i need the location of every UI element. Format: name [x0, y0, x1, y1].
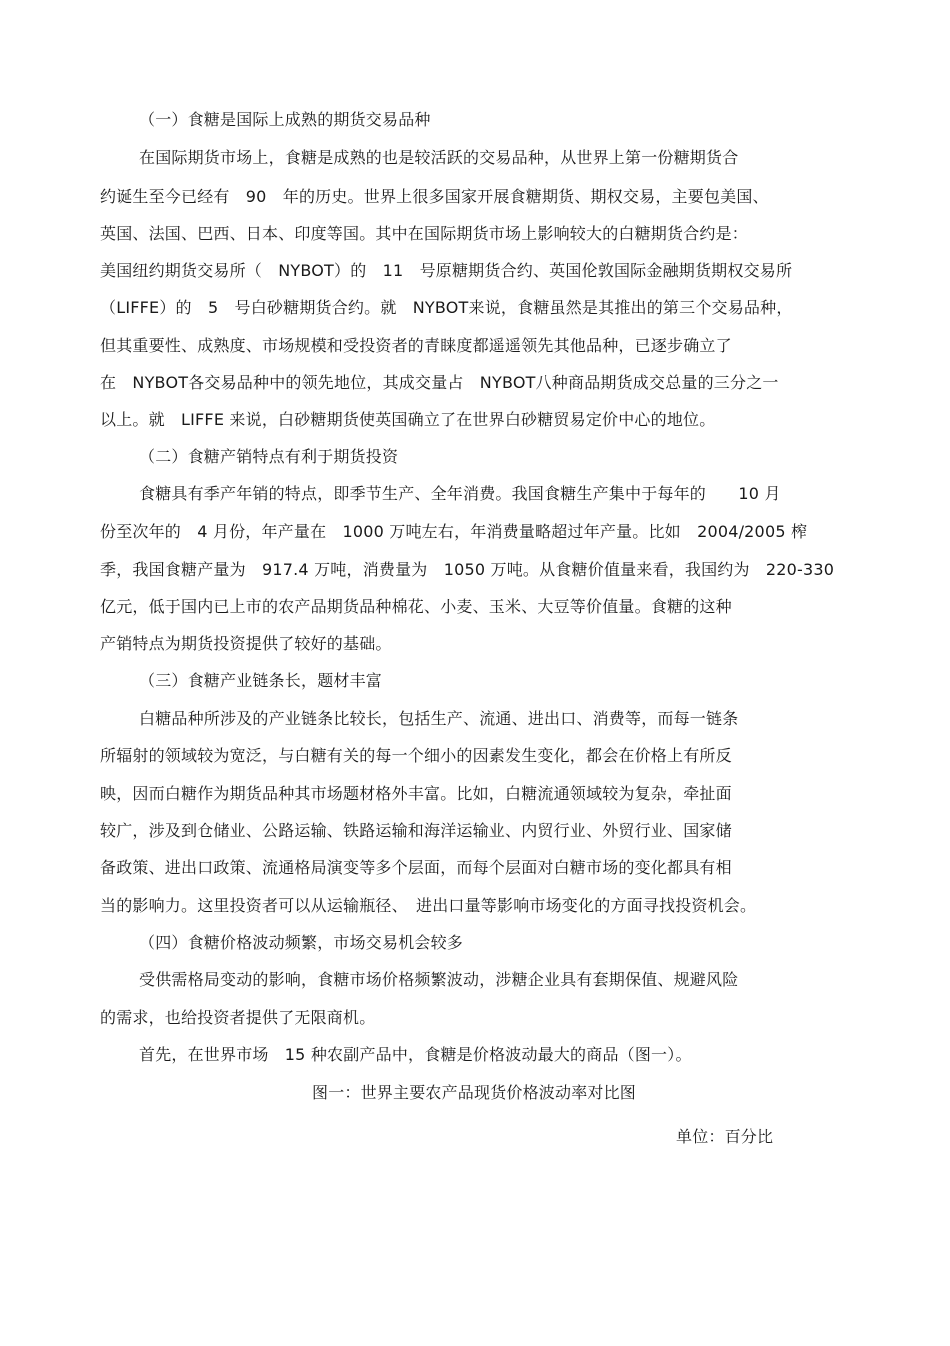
paragraph-line: 受供需格局变动的影响，食糖市场价格频繁波动，涉糖企业具有套期保值、规避风险	[139, 970, 739, 989]
figure-caption: 图一：世界主要农产品现货价格波动率对比图	[312, 1083, 637, 1102]
paragraph-line: 备政策、进出口政策、流通格局演变等多个层面，而每个层面对白糖市场的变化都具有相	[100, 858, 732, 877]
paragraph-line: 较广，涉及到仓储业、公路运输、铁路运输和海洋运输业、内贸行业、外贸行业、国家储	[100, 821, 732, 840]
paragraph-line: 产销特点为期货投资提供了较好的基础。	[100, 634, 392, 653]
paragraph-line: 美国纽约期货交易所（ NYBOT）的 11 号原糖期货合约、英国伦敦国际金融期货期权交易所	[100, 261, 793, 280]
paragraph-line: 约诞生至今已经有 90 年的历史。世界上很多国家开展食糖期货、期权交易，主要包美国、	[100, 187, 769, 206]
section-heading: （三）食糖产业链条长，题材丰富	[139, 671, 383, 690]
section-heading: （一）食糖是国际上成熟的期货交易品种	[139, 110, 431, 129]
paragraph-line: 当的影响力。这里投资者可以从运输瓶径、 进出口量等影响市场变化的方面寻找投资机会。	[100, 896, 757, 915]
paragraph-line: （LIFFE）的 5 号白砂糖期货合约。就 NYBOT来说，食糖虽然是其推出的第三个交易品种，	[100, 298, 793, 317]
paragraph-line: 但其重要性、成熟度、市场规模和受投资者的青睐度都遥遥领先其他品种，已逐步确立了	[100, 336, 732, 355]
paragraph-line: 以上。就 LIFFE 来说，白砂糖期货使英国确立了在世界白砂糖贸易定价中心的地位。	[100, 410, 716, 429]
section-heading: （二）食糖产销特点有利于期货投资	[139, 447, 399, 466]
paragraph-line: 在 NYBOT各交易品种中的领先地位，其成交量占 NYBOT八种商品期货成交总量的三分之一	[100, 373, 779, 392]
paragraph-line: 白糖品种所涉及的产业链条比较长，包括生产、流通、进出口、消费等，而每一链条	[139, 709, 739, 728]
paragraph-line: 在国际期货市场上，食糖是成熟的也是较活跃的交易品种，从世界上第一份糖期货合	[139, 148, 739, 167]
paragraph-line: 的需求，也给投资者提供了无限商机。	[100, 1008, 376, 1027]
paragraph-line: 映，因而白糖作为期货品种其市场题材格外丰富。比如，白糖流通领域较为复杂，牵扯面	[100, 784, 732, 803]
paragraph-line: 份至次年的 4 月份，年产量在 1000 万吨左右，年消费量略超过年产量。比如 2004/2005 榨	[100, 522, 808, 541]
paragraph-line: 亿元，低于国内已上市的农产品期货品种棉花、小麦、玉米、大豆等价值量。食糖的这种	[100, 597, 732, 616]
figure-unit-label: 单位：百分比	[676, 1127, 774, 1146]
paragraph-line: 食糖具有季产年销的特点，即季节生产、全年消费。我国食糖生产集中于每年的 10 月	[139, 484, 781, 503]
paragraph-line: 英国、法国、巴西、日本、印度等国。其中在国际期货市场上影响较大的白糖期货合约是：	[100, 224, 749, 243]
paragraph-line: 季，我国食糖产量为 917.4 万吨，消费量为 1050 万吨。从食糖价值量来看，我国约为 220-330	[100, 560, 835, 579]
section-heading: （四）食糖价格波动频繁，市场交易机会较多	[139, 933, 464, 952]
paragraph-line: 首先，在世界市场 15 种农副产品中，食糖是价格波动最大的商品（图一）。	[139, 1045, 692, 1064]
paragraph-line: 所辐射的领域较为宽泛，与白糖有关的每一个细小的因素发生变化，都会在价格上有所反	[100, 746, 732, 765]
